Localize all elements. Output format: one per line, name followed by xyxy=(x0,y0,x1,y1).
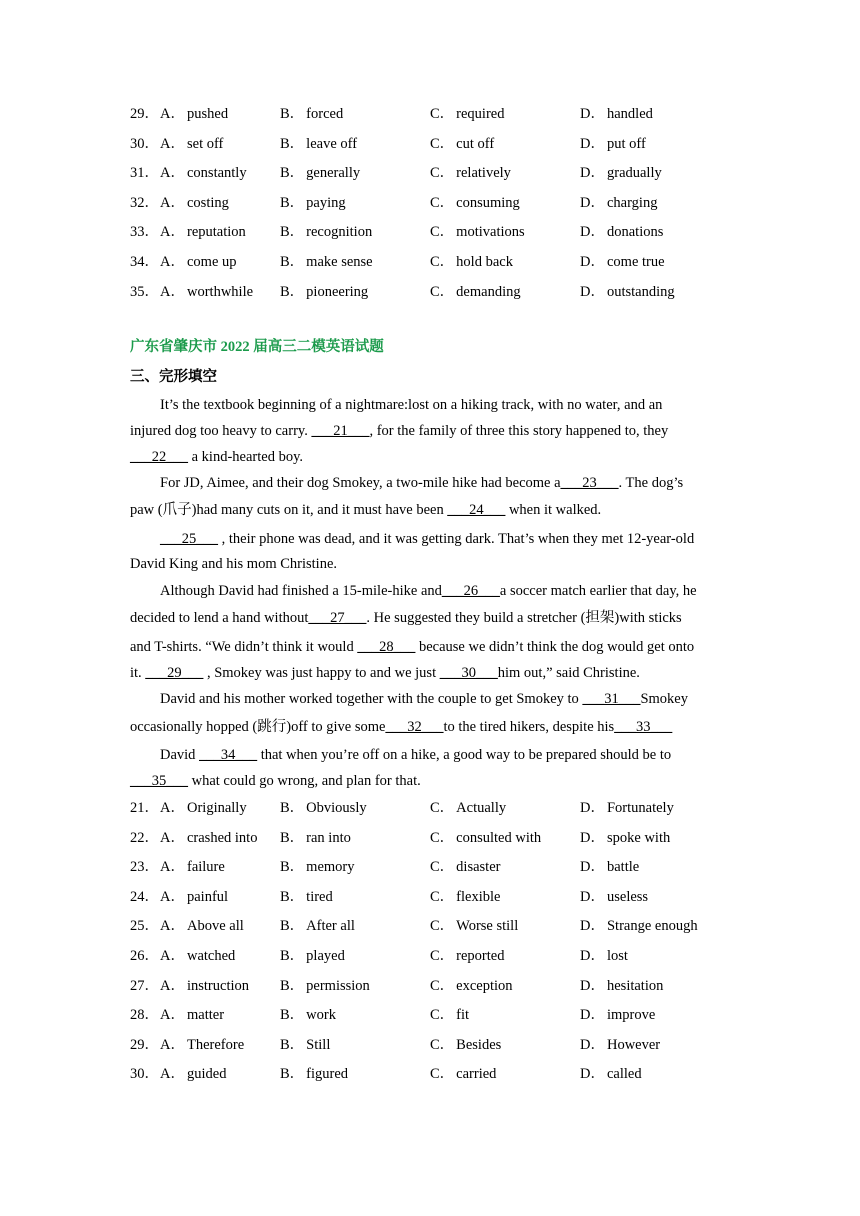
option-text: Besides xyxy=(456,1036,502,1053)
option-text: crashed into xyxy=(186,829,258,846)
option-letter: B． xyxy=(280,283,305,300)
option-text: Still xyxy=(306,1036,331,1053)
option-row xyxy=(130,827,730,849)
question-number: 23． xyxy=(130,859,159,876)
option-a xyxy=(160,827,257,849)
option-text: motivations xyxy=(456,224,525,241)
option-text: memory xyxy=(306,859,355,876)
passage-line xyxy=(160,688,760,710)
option-text: carried xyxy=(456,1066,497,1083)
source-title: 广东省肇庆市 2022 届高三二模英语试题 xyxy=(130,339,384,355)
blank: ___26___ xyxy=(441,583,500,599)
option-a xyxy=(160,162,247,184)
option-text: Worse still xyxy=(456,918,519,935)
option-letter: D． xyxy=(580,800,605,816)
passage-line xyxy=(130,420,730,442)
option-text: guided xyxy=(186,1066,227,1083)
option-text: hesitation xyxy=(606,977,664,994)
option-a xyxy=(160,1004,224,1026)
option-row xyxy=(130,162,730,184)
passage-text: It’s the textbook beginning of a nightmare:lost on a hiking track, with no water, and an xyxy=(160,397,663,413)
passage-line xyxy=(130,636,730,658)
option-letter: C． xyxy=(430,800,455,816)
option-text: worthwhile xyxy=(186,283,254,300)
option-letter: B． xyxy=(280,106,305,122)
blank: ___33___ xyxy=(614,719,673,735)
passage-line xyxy=(160,744,760,766)
option-text: Above all xyxy=(186,918,244,935)
option-row xyxy=(130,1004,730,1026)
question-number: 32． xyxy=(130,194,159,211)
option-letter: A． xyxy=(160,1036,185,1053)
option-c xyxy=(430,133,494,155)
option-b xyxy=(280,827,351,849)
option-c xyxy=(430,886,500,908)
option-a xyxy=(160,856,225,878)
option-text: figured xyxy=(306,1066,349,1083)
option-text: tired xyxy=(306,888,333,905)
option-letter: C． xyxy=(430,977,455,994)
blank: ___35___ xyxy=(130,773,188,789)
question-number: 29． xyxy=(130,1036,159,1053)
question-number: 24． xyxy=(130,888,159,905)
question-number: 30． xyxy=(130,1066,159,1083)
option-text: charging xyxy=(606,194,658,211)
blank: ___29___ xyxy=(145,665,204,681)
option-row xyxy=(130,281,730,303)
option-row xyxy=(130,975,730,997)
option-d xyxy=(580,1034,660,1056)
option-text: failure xyxy=(186,859,225,876)
option-a xyxy=(160,1034,244,1056)
passage-text: a soccer match earlier that day, he xyxy=(499,583,697,599)
option-d xyxy=(580,281,675,303)
option-text: reported xyxy=(456,948,505,964)
option-letter: B． xyxy=(280,254,305,270)
option-text: leave off xyxy=(306,135,358,152)
option-letter: D． xyxy=(580,1007,605,1024)
option-letter: A． xyxy=(160,977,185,994)
option-letter: A． xyxy=(160,194,185,211)
blank: ___21___ xyxy=(311,423,370,439)
blank: ___31___ xyxy=(582,691,641,707)
option-text: come up xyxy=(186,254,237,270)
passage-text: what could go wrong, and plan for that. xyxy=(188,773,421,789)
option-text: generally xyxy=(306,165,361,182)
option-letter: A． xyxy=(160,254,185,270)
passage-text: David King and his mom Christine. xyxy=(130,556,338,572)
option-letter: D． xyxy=(580,888,605,905)
option-text: instruction xyxy=(186,977,250,994)
option-d xyxy=(580,827,670,849)
option-a xyxy=(160,103,228,125)
option-text: make sense xyxy=(306,254,373,270)
passage-line xyxy=(160,472,760,494)
blank: ___22___ xyxy=(130,449,188,465)
option-text: gradually xyxy=(606,165,662,182)
passage-line xyxy=(130,607,730,629)
option-text: costing xyxy=(186,194,229,211)
passage-text: and T-shirts. “We didn’t think it would xyxy=(130,639,358,655)
passage-text: , Smokey was just happy to and we just xyxy=(203,665,440,681)
option-letter: D． xyxy=(580,918,605,935)
option-letter: D． xyxy=(580,1036,605,1053)
option-b xyxy=(280,162,360,184)
option-text: set off xyxy=(186,135,224,152)
option-letter: C． xyxy=(430,283,455,300)
option-letter: A． xyxy=(160,165,185,182)
option-text: paying xyxy=(306,194,346,211)
option-letter: A． xyxy=(160,1066,185,1083)
option-text: Fortunately xyxy=(606,800,674,816)
passage-line xyxy=(130,553,730,575)
option-letter: B． xyxy=(280,918,305,935)
option-letter: B． xyxy=(280,1036,305,1053)
option-text: lost xyxy=(606,948,628,964)
passage-text: him out,” said Christine. xyxy=(497,665,640,681)
option-letter: B． xyxy=(280,859,305,876)
option-b xyxy=(280,945,345,967)
option-row xyxy=(130,221,730,243)
passage-line xyxy=(130,662,730,684)
question-number: 26． xyxy=(130,948,159,964)
option-text: required xyxy=(456,106,505,122)
option-b xyxy=(280,133,357,155)
option-a xyxy=(160,251,237,273)
question-number: 28． xyxy=(130,1007,159,1024)
option-letter: C． xyxy=(430,918,455,935)
passage-text: a kind-hearted boy. xyxy=(188,449,304,465)
option-c xyxy=(430,856,500,878)
option-letter: D． xyxy=(580,135,605,152)
option-letter: B． xyxy=(280,977,305,994)
option-b xyxy=(280,1004,336,1026)
option-text: flexible xyxy=(456,888,501,905)
passage-text: to the tired hikers, despite his xyxy=(443,719,615,735)
option-letter: C． xyxy=(430,1036,455,1053)
option-letter: B． xyxy=(280,829,305,846)
option-letter: B． xyxy=(280,194,305,211)
option-text: cut off xyxy=(456,135,495,152)
option-text: exception xyxy=(456,977,513,994)
blank: ___23___ xyxy=(560,475,619,491)
option-d xyxy=(580,1063,642,1085)
option-letter: A． xyxy=(160,1007,185,1024)
option-row xyxy=(130,103,730,125)
option-a xyxy=(160,886,228,908)
option-d xyxy=(580,945,628,967)
option-d xyxy=(580,192,657,214)
blank: ___34___ xyxy=(199,747,258,763)
question-number: 31． xyxy=(130,165,159,182)
option-letter: A． xyxy=(160,918,185,935)
option-c xyxy=(430,975,513,997)
option-letter: A． xyxy=(160,888,185,905)
option-text: pushed xyxy=(186,106,229,122)
option-text: spoke with xyxy=(606,829,671,846)
passage-text: Smokey xyxy=(640,691,688,707)
passage-text: that when you’re off on a hike, a good way to be prepared should be to xyxy=(257,747,672,763)
question-number: 35． xyxy=(130,283,159,300)
option-c xyxy=(430,192,520,214)
option-text: forced xyxy=(306,106,344,122)
option-letter: D． xyxy=(580,283,605,300)
option-letter: D． xyxy=(580,977,605,994)
option-d xyxy=(580,103,653,125)
option-c xyxy=(430,1063,496,1085)
option-letter: B． xyxy=(280,165,305,182)
passage-text: . The dog’s xyxy=(618,475,684,491)
option-text: disaster xyxy=(456,859,501,876)
option-letter: D． xyxy=(580,1066,605,1083)
option-text: work xyxy=(306,1007,336,1024)
option-letter: D． xyxy=(580,224,605,241)
option-letter: C． xyxy=(430,829,455,846)
option-text: However xyxy=(606,1036,661,1053)
option-text: After all xyxy=(306,918,355,935)
option-text: matter xyxy=(186,1007,225,1024)
option-text: consulted with xyxy=(456,829,542,846)
option-d xyxy=(580,975,663,997)
passage-text: Although David had finished a 15-mile-hike and xyxy=(160,583,442,599)
option-text: recognition xyxy=(306,224,373,241)
passage-text: when it walked. xyxy=(505,502,602,518)
option-a xyxy=(160,915,244,937)
option-a xyxy=(160,975,249,997)
passage-text: injured dog too heavy to carry. xyxy=(130,423,312,439)
option-d xyxy=(580,162,662,184)
option-d xyxy=(580,856,639,878)
option-c xyxy=(430,281,521,303)
option-b xyxy=(280,281,368,303)
passage-text: , their phone was dead, and it was getting dark. That’s when they met 12-year-old xyxy=(218,531,695,547)
option-letter: C． xyxy=(430,1066,455,1083)
option-letter: A． xyxy=(160,800,185,816)
option-row xyxy=(130,886,730,908)
option-b xyxy=(280,975,370,997)
passage-text: paw (爪子)had many cuts on it, and it must have been xyxy=(130,502,448,518)
question-number: 25． xyxy=(130,918,159,935)
option-letter: C． xyxy=(430,1007,455,1024)
option-letter: C． xyxy=(430,948,455,964)
option-d xyxy=(580,1004,655,1026)
option-row xyxy=(130,1063,730,1085)
option-letter: D． xyxy=(580,165,605,182)
option-a xyxy=(160,221,246,243)
option-text: demanding xyxy=(456,283,521,300)
option-text: Therefore xyxy=(186,1036,245,1053)
blank: ___25___ xyxy=(160,531,218,547)
option-text: played xyxy=(306,948,345,964)
option-row xyxy=(130,192,730,214)
question-number: 34． xyxy=(130,254,159,270)
option-c xyxy=(430,162,511,184)
option-d xyxy=(580,915,698,937)
option-letter: B． xyxy=(280,948,305,964)
option-text: pioneering xyxy=(306,283,369,300)
option-text: hold back xyxy=(456,254,513,270)
passage-line xyxy=(130,499,730,521)
option-b xyxy=(280,856,355,878)
option-c xyxy=(430,915,518,937)
option-d xyxy=(580,251,665,273)
option-c xyxy=(430,1034,501,1056)
option-letter: C． xyxy=(430,165,455,182)
option-letter: C． xyxy=(430,224,455,241)
passage-line xyxy=(160,528,760,550)
option-text: handled xyxy=(606,106,653,122)
option-letter: C． xyxy=(430,135,455,152)
option-a xyxy=(160,1063,226,1085)
option-text: painful xyxy=(186,888,229,905)
option-c xyxy=(430,251,513,273)
question-number: 21． xyxy=(130,800,159,816)
option-text: donations xyxy=(606,224,664,241)
passage-text: it. xyxy=(130,665,146,681)
option-c xyxy=(430,827,541,849)
option-c xyxy=(430,103,504,125)
option-text: fit xyxy=(456,1007,470,1024)
option-row xyxy=(130,797,730,819)
option-text: battle xyxy=(606,859,640,876)
option-text: ran into xyxy=(306,829,351,846)
option-letter: C． xyxy=(430,106,455,122)
option-b xyxy=(280,1034,330,1056)
option-a xyxy=(160,133,223,155)
passage-text: occasionally hopped (跳行)off to give some xyxy=(130,719,386,735)
option-text: improve xyxy=(606,1007,656,1024)
option-d xyxy=(580,221,663,243)
option-text: Originally xyxy=(186,800,247,816)
option-row xyxy=(130,915,730,937)
option-letter: C． xyxy=(430,254,455,270)
passage-line xyxy=(160,394,760,416)
option-row xyxy=(130,856,730,878)
option-text: watched xyxy=(186,948,236,964)
option-letter: B． xyxy=(280,888,305,905)
option-letter: A． xyxy=(160,224,185,241)
blank: ___27___ xyxy=(308,610,367,626)
passage-text: David xyxy=(160,747,200,763)
passage-line xyxy=(130,716,730,738)
option-a xyxy=(160,797,247,819)
section-title: 三、完形填空 xyxy=(130,369,217,385)
option-c xyxy=(430,1004,469,1026)
option-d xyxy=(580,797,674,819)
option-letter: B． xyxy=(280,224,305,241)
option-c xyxy=(430,945,504,967)
option-b xyxy=(280,221,372,243)
option-text: reputation xyxy=(186,224,246,241)
option-text: consuming xyxy=(456,194,520,211)
option-c xyxy=(430,221,525,243)
option-letter: A． xyxy=(160,859,185,876)
option-b xyxy=(280,797,367,819)
option-letter: A． xyxy=(160,948,185,964)
option-row xyxy=(130,133,730,155)
question-number: 30． xyxy=(130,135,159,152)
question-number: 22． xyxy=(130,829,159,846)
option-row xyxy=(130,1034,730,1056)
option-text: relatively xyxy=(456,165,511,182)
passage-text: . He suggested they build a stretcher (担架)with sticks xyxy=(366,610,682,626)
option-letter: D． xyxy=(580,829,605,846)
option-b xyxy=(280,915,355,937)
option-letter: D． xyxy=(580,948,605,964)
option-text: called xyxy=(606,1066,642,1083)
option-letter: D． xyxy=(580,106,605,122)
blank: ___24___ xyxy=(447,502,506,518)
option-text: Strange enough xyxy=(606,918,698,935)
passage-line xyxy=(160,580,760,602)
passage-line xyxy=(130,770,730,792)
passage-text: For JD, Aimee, and their dog Smokey, a two-mile hike had become a xyxy=(160,475,561,491)
blank: ___28___ xyxy=(357,639,416,655)
option-b xyxy=(280,886,333,908)
option-b xyxy=(280,192,346,214)
option-text: Actually xyxy=(456,800,507,816)
option-d xyxy=(580,133,646,155)
option-b xyxy=(280,1063,348,1085)
option-letter: A． xyxy=(160,135,185,152)
option-text: put off xyxy=(606,135,646,152)
question-number: 27． xyxy=(130,977,159,994)
passage-text: , for the family of three this story happened to, they xyxy=(369,423,669,439)
option-a xyxy=(160,945,235,967)
option-letter: A． xyxy=(160,106,185,122)
question-number: 29． xyxy=(130,106,159,122)
blank: ___30___ xyxy=(439,665,498,681)
option-letter: D． xyxy=(580,859,605,876)
option-text: constantly xyxy=(186,165,247,182)
option-text: outstanding xyxy=(606,283,675,300)
option-text: Obviously xyxy=(306,800,367,816)
option-b xyxy=(280,251,373,273)
option-text: come true xyxy=(606,254,665,270)
passage-text: David and his mother worked together with the couple to get Smokey to xyxy=(160,691,583,707)
passage-line xyxy=(130,446,730,468)
option-a xyxy=(160,192,229,214)
option-letter: C． xyxy=(430,194,455,211)
passage-text: decided to lend a hand without xyxy=(130,610,309,626)
option-letter: B． xyxy=(280,800,305,816)
option-a xyxy=(160,281,253,303)
passage-text: because we didn’t think the dog would get onto xyxy=(415,639,695,655)
option-letter: D． xyxy=(580,254,605,270)
option-b xyxy=(280,103,343,125)
option-letter: C． xyxy=(430,859,455,876)
option-letter: D． xyxy=(580,194,605,211)
option-letter: A． xyxy=(160,829,185,846)
option-row xyxy=(130,251,730,273)
option-letter: C． xyxy=(430,888,455,905)
option-text: useless xyxy=(606,888,649,905)
option-row xyxy=(130,945,730,967)
option-letter: B． xyxy=(280,1066,305,1083)
question-number: 33． xyxy=(130,224,159,241)
blank: ___32___ xyxy=(385,719,444,735)
option-letter: A． xyxy=(160,283,185,300)
option-letter: B． xyxy=(280,1007,305,1024)
option-d xyxy=(580,886,648,908)
option-c xyxy=(430,797,506,819)
option-letter: B． xyxy=(280,135,305,152)
option-text: permission xyxy=(306,977,370,994)
